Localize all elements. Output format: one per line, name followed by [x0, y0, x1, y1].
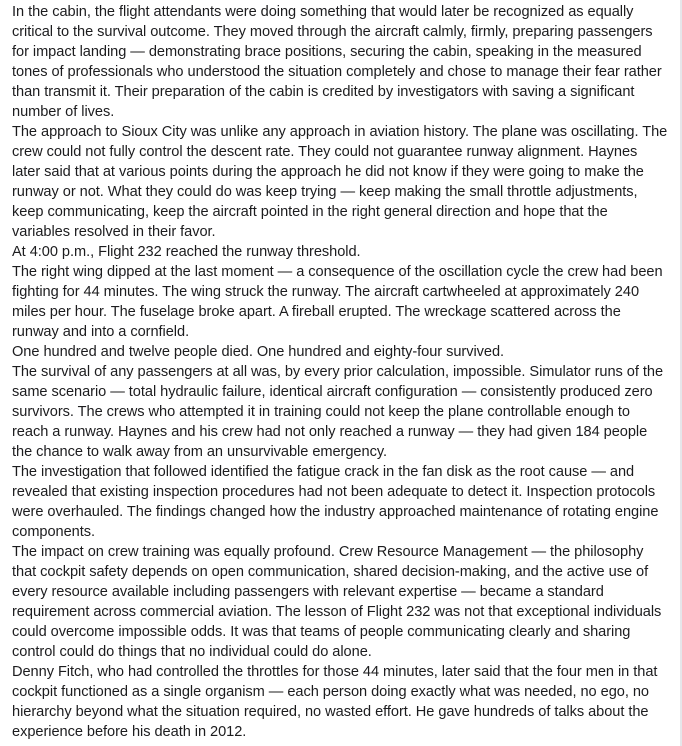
paragraph-threshold: At 4:00 p.m., Flight 232 reached the runway threshold. — [12, 244, 361, 260]
paragraph-casualties: One hundred and twelve people died. One hundred and eighty-four survived. — [12, 344, 505, 360]
paragraph-denny-fitch: Denny Fitch, who had controlled the throttles for those 44 minutes, later said that the four men in that cockpit functioned as a single organism — each person doing exactly what was needed, no ego, no hierarchy beyond what the situation required, no wasted effort. He gave hundreds of talks about the experience before his death in 2012. — [12, 664, 658, 740]
paragraph-cabin-preparation: In the cabin, the flight attendants were doing something that would later be recognized as equally critical to the survival outcome. They moved through the aircraft calmly, firmly, preparing passengers for impact landing — demonstrating brace positions, securing the cabin, speaking in the measured tones of professionals who understood the situation completely and chose to manage their fear rather than transmit it. Their preparation of the cabin is credited by investigators with saving a significant number of lives. — [12, 4, 662, 120]
paragraph-approach: The approach to Sioux City was unlike any approach in aviation history. The plane was oscillating. The crew could not fully control the descent rate. They could not guarantee runway alignment. Haynes later said that at various points during the approach he did not know if they were going to make the runway or not. What they could do was keep trying — keep making the small throttle adjustments, keep communicating, keep the aircraft pointed in the right general direction and hope that the variables resolved in their favor. — [12, 124, 668, 240]
article-body — [12, 2, 668, 742]
paragraph-survival: The survival of any passengers at all was, by every prior calculation, impossible. Simulator runs of the same scenario — total hydraulic failure, identical aircraft configuration — consistently produced zero survivors. The crews who attempted it in training could not keep the plane controllable enough to reach a runway. Haynes and his crew had not only reached a runway — they had given 184 people the chance to walk away from an unsurvivable emergency. — [12, 364, 664, 460]
paragraph-investigation: The investigation that followed identified the fatigue crack in the fan disk as the root cause — and revealed that existing inspection procedures had not been adequate to detect it. Inspection protocols were overhauled. The findings changed how the industry approached maintenance of rotating engine components. — [12, 464, 659, 540]
paragraph-impact: The right wing dipped at the last moment — a consequence of the oscillation cycle the crew had been fighting for 44 minutes. The wing struck the runway. The aircraft cartwheeled at approximately 240 miles per hour. The fuselage broke apart. A fireball erupted. The wreckage scattered across the runway and into a cornfield. — [12, 264, 663, 340]
paragraph-crew-training: The impact on crew training was equally profound. Crew Resource Management — the philosophy that cockpit safety depends on open communication, shared decision-making, and the active use of every resource available including passengers with relevant expertise — became a standard requirement across commercial aviation. The lesson of Flight 232 was not that exceptional individuals could overcome impossible odds. It was that teams of people communicating clearly and sharing control could do things that no individual could do alone. — [12, 544, 662, 660]
